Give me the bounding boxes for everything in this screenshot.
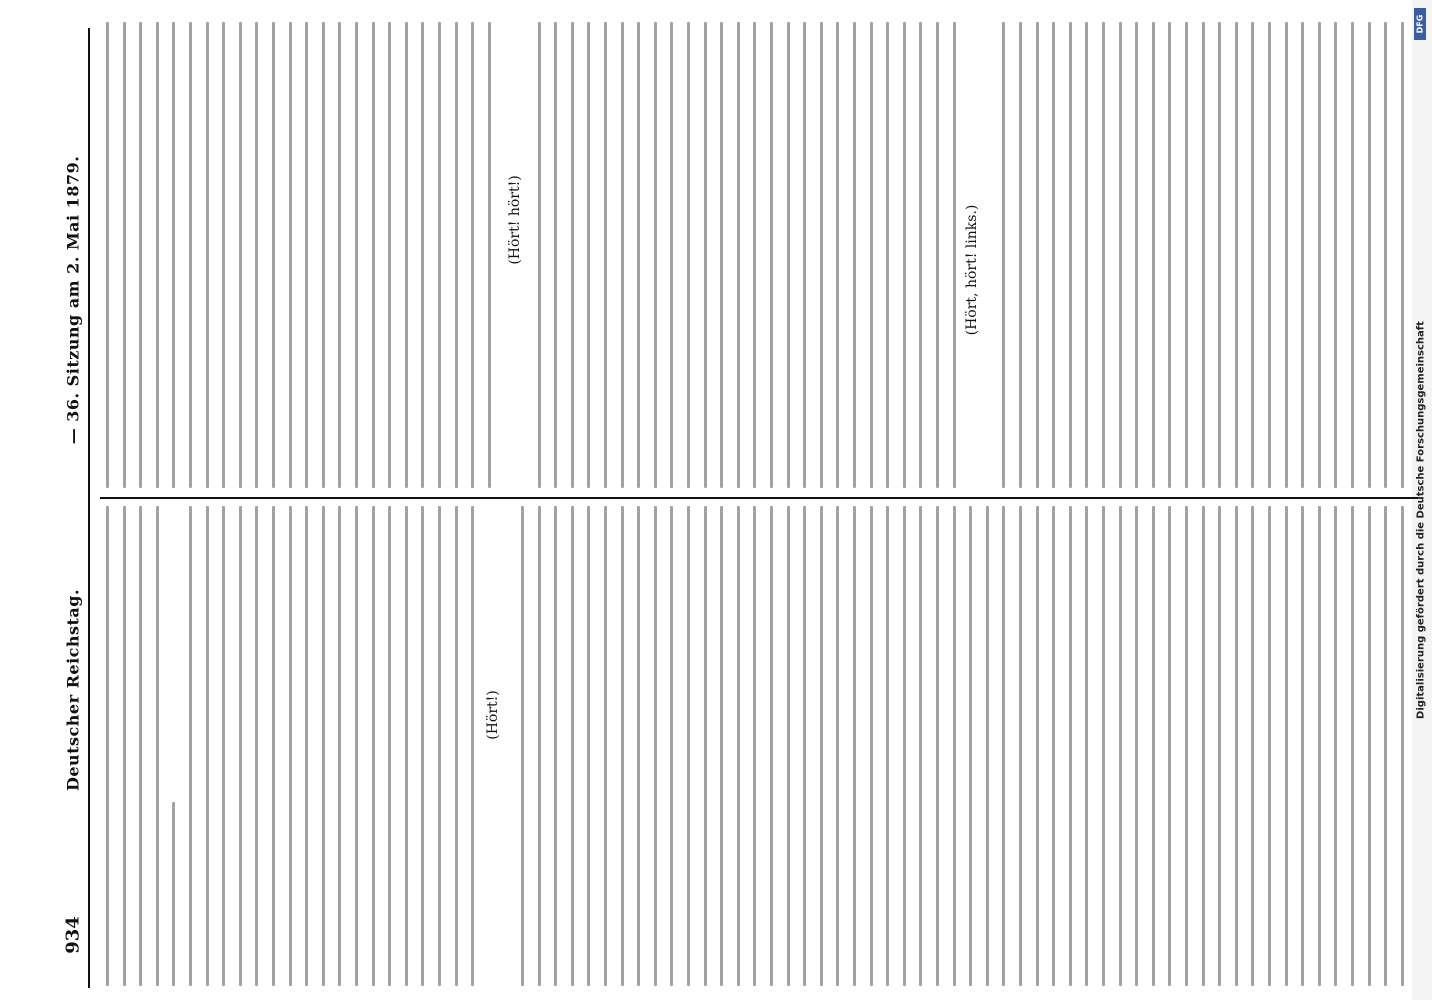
text-line xyxy=(471,22,474,488)
text-line xyxy=(1002,506,1005,986)
text-line xyxy=(753,22,756,488)
text-line xyxy=(870,22,873,488)
text-line xyxy=(305,506,308,986)
text-line xyxy=(704,506,707,986)
text-line xyxy=(322,22,325,488)
header-rule xyxy=(88,28,90,988)
text-line xyxy=(587,22,590,488)
text-line xyxy=(853,506,856,986)
text-line xyxy=(239,506,242,986)
text-line xyxy=(189,506,192,986)
text-line xyxy=(1251,22,1254,488)
text-line xyxy=(1135,22,1138,488)
text-line xyxy=(737,22,740,488)
text-line xyxy=(372,506,375,986)
text-line xyxy=(986,506,989,986)
text-line xyxy=(687,506,690,986)
text-line xyxy=(1218,506,1221,986)
publication-title: Deutscher Reichstag. xyxy=(63,588,83,792)
text-line xyxy=(255,506,258,986)
text-line xyxy=(1401,22,1404,488)
text-line xyxy=(870,506,873,986)
text-line xyxy=(1036,22,1039,488)
text-line xyxy=(1168,506,1171,986)
text-line xyxy=(106,22,109,488)
text-line xyxy=(1401,506,1404,986)
text-line xyxy=(139,506,142,986)
text-line xyxy=(704,22,707,488)
text-line xyxy=(156,506,159,986)
text-line xyxy=(355,506,358,986)
text-line xyxy=(106,506,109,986)
text-line xyxy=(787,22,790,488)
text-line xyxy=(455,506,458,986)
text-line xyxy=(554,506,557,986)
text-line xyxy=(654,506,657,986)
page-number: 934 xyxy=(62,916,84,954)
text-line xyxy=(803,506,806,986)
text-line xyxy=(1102,506,1105,986)
text-line xyxy=(521,506,524,986)
text-line xyxy=(455,22,458,488)
text-line xyxy=(770,22,773,488)
text-line xyxy=(272,506,275,986)
text-line xyxy=(571,506,574,986)
text-line xyxy=(289,506,292,986)
text-line xyxy=(820,22,823,488)
text-line xyxy=(1334,506,1337,986)
session-heading: — 36. Sitzung am 2. Mai 1879. xyxy=(63,155,83,445)
text-column-upper xyxy=(100,18,1408,492)
text-line xyxy=(206,506,209,986)
text-line xyxy=(903,506,906,986)
interjection-hort-hort: (Hört! hört!) xyxy=(507,175,523,265)
text-line xyxy=(172,22,175,488)
text-line xyxy=(1085,22,1088,488)
text-line xyxy=(1268,22,1271,488)
text-line xyxy=(1268,506,1271,986)
text-line xyxy=(953,506,956,986)
text-line xyxy=(571,22,574,488)
text-line xyxy=(1202,506,1205,986)
text-line xyxy=(272,22,275,488)
text-line xyxy=(919,506,922,986)
text-line xyxy=(604,22,607,488)
text-line xyxy=(206,22,209,488)
text-line xyxy=(438,22,441,488)
text-line xyxy=(156,22,159,488)
text-line xyxy=(1285,506,1288,986)
text-line xyxy=(853,22,856,488)
text-line xyxy=(1119,506,1122,986)
text-line xyxy=(1119,22,1122,488)
text-line xyxy=(787,506,790,986)
text-line xyxy=(1384,506,1387,986)
text-line xyxy=(637,506,640,986)
text-line xyxy=(305,22,308,488)
text-line xyxy=(903,22,906,488)
text-line xyxy=(139,22,142,488)
text-line xyxy=(1384,22,1387,488)
text-line xyxy=(538,22,541,488)
text-line xyxy=(1235,506,1238,986)
text-line xyxy=(1318,506,1321,986)
text-line xyxy=(1135,506,1138,986)
text-line xyxy=(1218,22,1221,488)
text-line xyxy=(538,506,541,986)
text-line xyxy=(820,506,823,986)
text-column-lower xyxy=(100,502,1408,990)
interjection-hort: (Hört!) xyxy=(485,690,501,740)
text-line xyxy=(670,22,673,488)
text-line xyxy=(1368,506,1371,986)
text-line xyxy=(1019,506,1022,986)
text-line xyxy=(1069,506,1072,986)
text-line xyxy=(255,22,258,488)
text-line xyxy=(338,22,341,488)
text-line xyxy=(554,22,557,488)
text-line xyxy=(1102,22,1105,488)
text-line xyxy=(637,22,640,488)
text-line xyxy=(222,506,225,986)
text-line xyxy=(355,22,358,488)
text-line xyxy=(405,22,408,488)
text-line xyxy=(488,22,491,488)
text-line xyxy=(654,22,657,488)
text-line xyxy=(1019,22,1022,488)
text-line xyxy=(936,22,939,488)
digitization-credit: Digitalisierung gefördert durch die Deutsche Forschungsgemeinschaft xyxy=(1415,321,1427,719)
text-line xyxy=(322,506,325,986)
text-line xyxy=(936,506,939,986)
text-line xyxy=(123,506,126,986)
text-line xyxy=(720,506,723,986)
text-line xyxy=(770,506,773,986)
text-line xyxy=(1152,22,1155,488)
text-line xyxy=(1185,506,1188,986)
text-line xyxy=(388,22,391,488)
dfg-logo: DFG xyxy=(1414,8,1426,40)
text-line xyxy=(421,506,424,986)
text-line xyxy=(720,22,723,488)
column-divider xyxy=(100,497,1418,499)
text-line xyxy=(1052,22,1055,488)
text-line xyxy=(405,506,408,986)
text-line xyxy=(687,22,690,488)
text-line xyxy=(1318,22,1321,488)
text-line xyxy=(289,22,292,488)
text-line xyxy=(338,506,341,986)
text-line xyxy=(836,22,839,488)
text-line xyxy=(189,22,192,488)
text-line xyxy=(1285,22,1288,488)
text-line xyxy=(803,22,806,488)
text-line xyxy=(886,22,889,488)
text-line xyxy=(471,506,474,986)
text-line xyxy=(621,22,624,488)
text-line xyxy=(1069,22,1072,488)
text-line xyxy=(1334,22,1337,488)
text-line xyxy=(123,22,126,488)
text-line xyxy=(753,506,756,986)
text-line xyxy=(919,22,922,488)
text-line xyxy=(222,22,225,488)
text-line xyxy=(239,22,242,488)
text-line xyxy=(372,22,375,488)
text-line xyxy=(836,506,839,986)
text-line xyxy=(1152,506,1155,986)
text-line xyxy=(1085,506,1088,986)
text-line xyxy=(1301,22,1304,488)
text-line xyxy=(670,506,673,986)
text-line xyxy=(438,506,441,986)
text-line xyxy=(1052,506,1055,986)
text-line xyxy=(737,506,740,986)
text-line xyxy=(1351,22,1354,488)
text-line xyxy=(587,506,590,986)
text-line xyxy=(388,506,391,986)
text-line xyxy=(969,506,972,986)
text-line xyxy=(604,506,607,986)
text-line xyxy=(421,22,424,488)
text-line xyxy=(1251,506,1254,986)
text-line xyxy=(621,506,624,986)
text-line xyxy=(1351,506,1354,986)
text-line xyxy=(1235,22,1238,488)
text-line xyxy=(1301,506,1304,986)
text-line xyxy=(1368,22,1371,488)
interjection-hort-links: (Hört, hört! links.) xyxy=(964,204,980,336)
text-line xyxy=(953,22,956,488)
text-line xyxy=(1036,506,1039,986)
text-line xyxy=(1185,22,1188,488)
text-line xyxy=(1002,22,1005,488)
text-line xyxy=(1202,22,1205,488)
text-line xyxy=(1168,22,1171,488)
text-line xyxy=(886,506,889,986)
text-line xyxy=(172,802,175,986)
